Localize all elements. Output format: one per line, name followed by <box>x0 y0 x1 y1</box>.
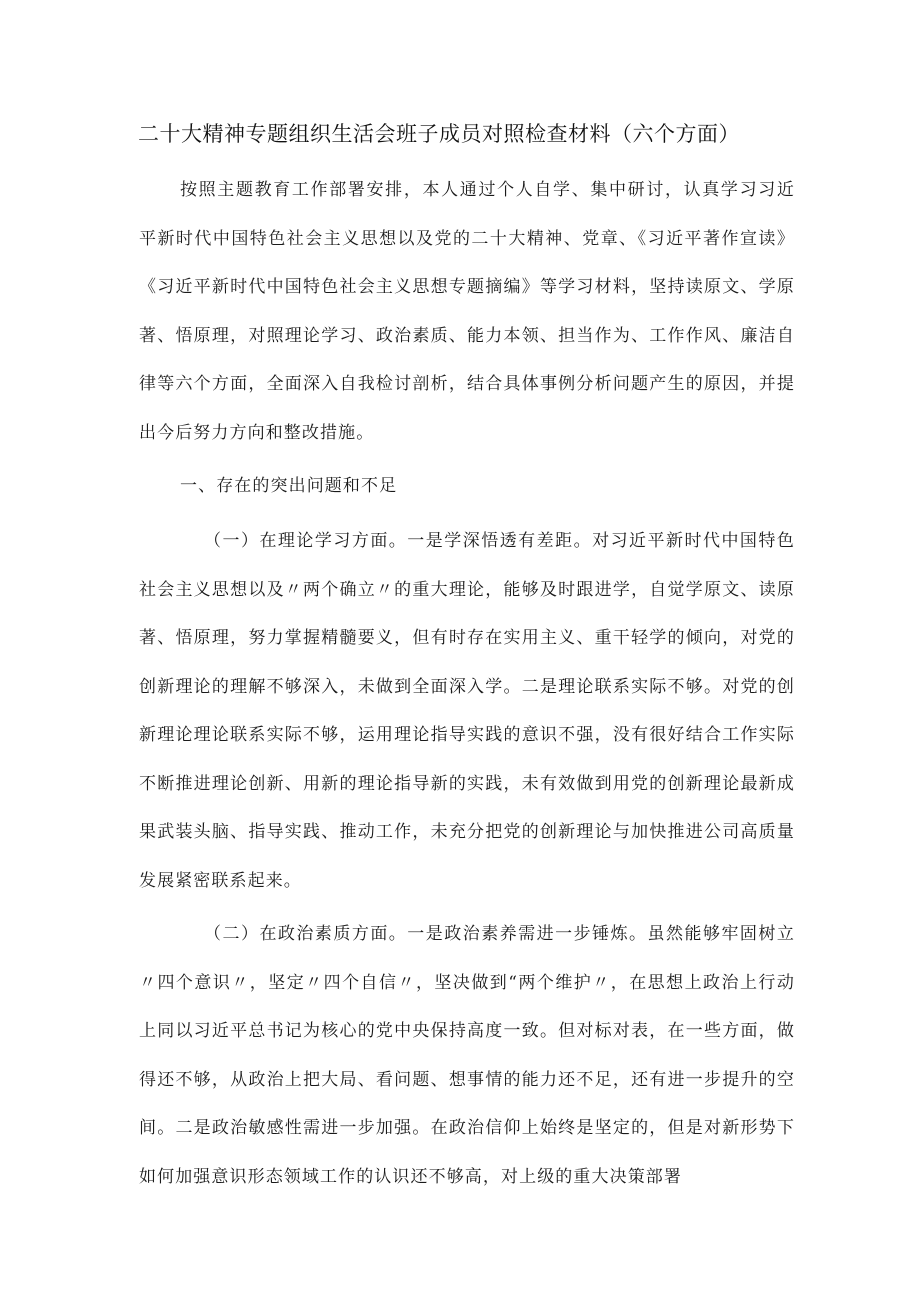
paragraph-political-quality: （二）在政治素质方面。一是政治素养需进一步锤炼。虽然能够牢固树立〃四个意识〃，坚定〃四个自信〃，坚决做到“两个维护〃，在思想上政治上行动上同以习近平总书记为核心的党中央保持高度一致。但对标对表，在一些方面，做得还不够，从政治上把大局、看问题、想事情的能力还不足，还有进一步提升的空间。二是政治敏感性需进一步加强。在政治信仰上始终是坚定的，但是对新形势下如何加强意识形态领域工作的认识还不够高，对上级的重大决策部署 <box>139 924 795 1187</box>
intro-paragraph: 按照主题教育工作部署安排，本人通过个人自学、集中研讨，认真学习习近平新时代中国特色社会主义思想以及党的二十大精神、党章、《习近平著作宣读》《习近平新时代中国特色社会主义思想专题摘编》等学习材料，坚持读原文、学原著、悟原理，对照理论学习、政治素质、能力本领、担当作为、工作作风、廉洁自律等六个方面，全面深入自我检讨剖析，结合具体事例分析问题产生的原因，并提出今后努力方向和整改措施。 <box>139 180 795 443</box>
document-body <box>139 166 795 1206</box>
document-title: 二十大精神专题组织生活会班子成员对照检查材料（六个方面） <box>138 122 740 146</box>
section-heading-problems: 一、存在的突出问题和不足 <box>180 476 398 496</box>
paragraph-theory-study: （一）在理论学习方面。一是学深悟透有差距。对习近平新时代中国特色社会主义思想以及〃两个确立〃的重大理论，能够及时跟进学，自觉学原文、读原著、悟原理，努力掌握精髓要义，但有时存在实用主义、重干轻学的倾向，对党的创新理论的理解不够深入，未做到全面深入学。二是理论联系实际不够。对党的创新理论理论联系实际不够，运用理论指导实践的意识不强，没有很好结合工作实际不断推进理论创新、用新的理论指导新的实践，未有效做到用党的创新理论最新成果武装头脑、指导实践、推动工作，未充分把党的创新理论与加快推进公司高质量发展紧密联系起来。 <box>139 531 795 891</box>
